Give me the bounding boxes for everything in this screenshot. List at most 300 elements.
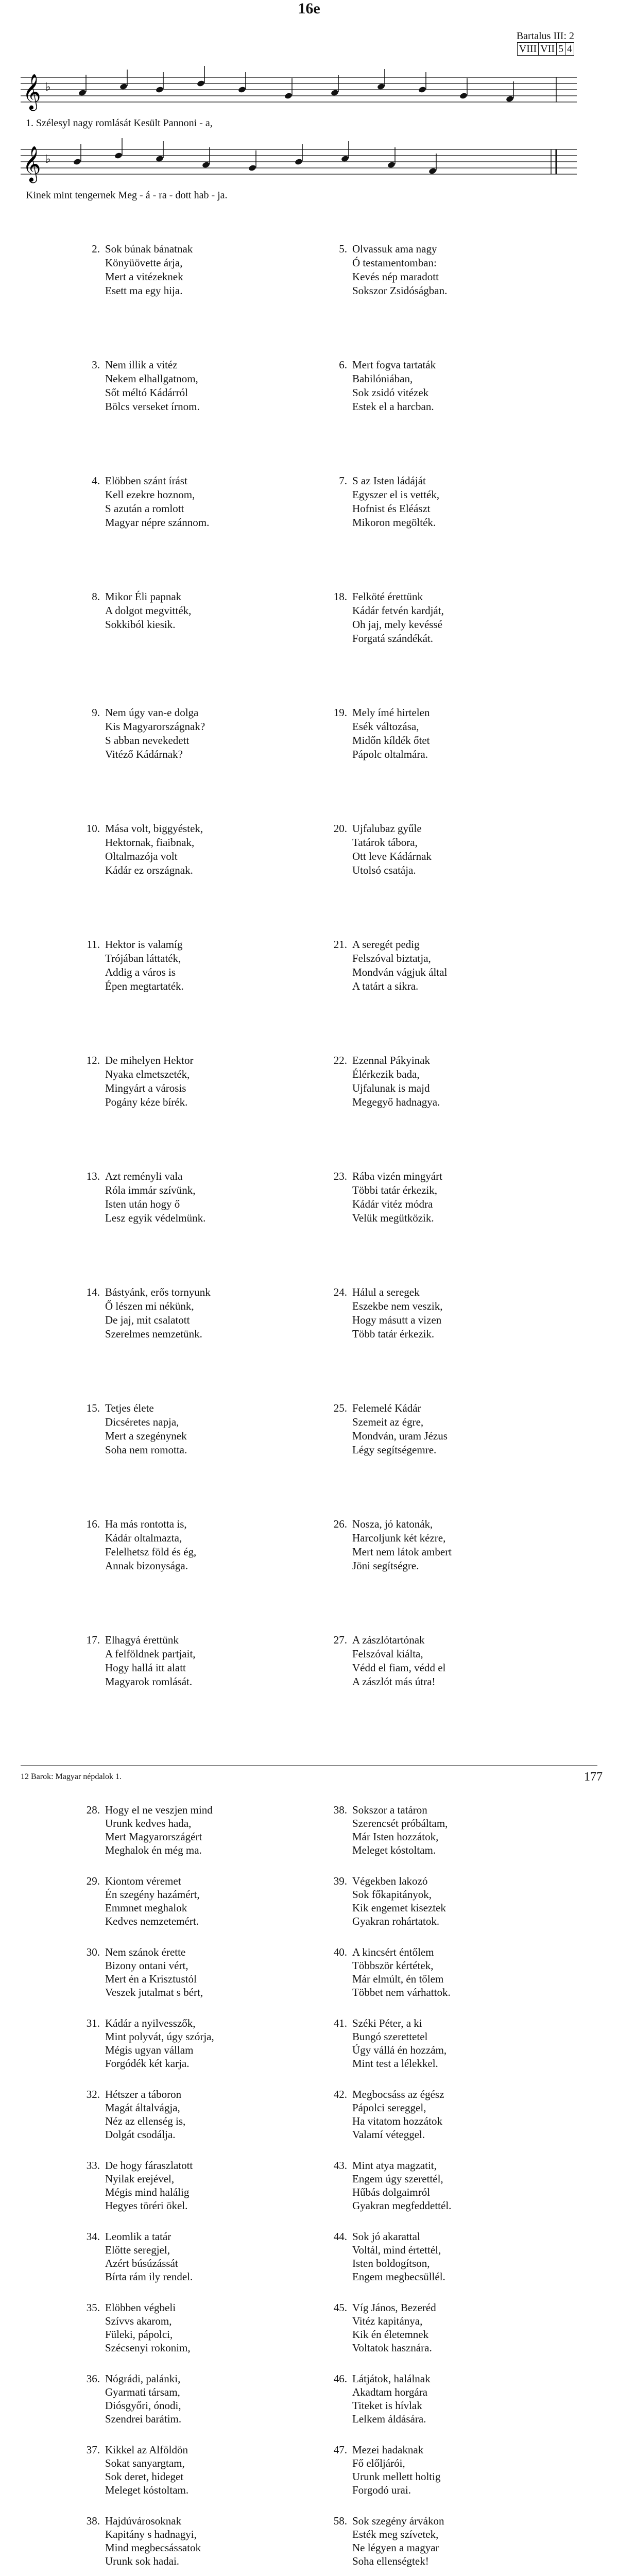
stanza-text: Nem szánok érette (105, 1946, 186, 1958)
stanza-number: 39. (333, 1875, 347, 1887)
stanza (82, 1285, 211, 1341)
stanza (82, 2159, 193, 2212)
stanza-number: 40. (333, 1946, 347, 1958)
stanza (82, 242, 193, 298)
stanza-line: Lesz egyik védelmünk. (105, 1212, 206, 1224)
stanza-text: Elhagyá érettünk (105, 1634, 179, 1646)
stanza (82, 2514, 201, 2568)
stanza-line: Szívvs akarom, (105, 2315, 172, 2327)
stanza (330, 1054, 440, 1109)
stanza (82, 706, 205, 761)
stanza-line: Előtte seregjel, (105, 2244, 170, 2256)
stanza-line: Mert nem látok ambert (352, 1546, 452, 1558)
stanza-text: A kincsért éntőlem (352, 1946, 434, 1958)
stanza-line: Légy segítségemre. (352, 1444, 437, 1456)
stanza-line: Nekem elhallgatnom, (105, 372, 198, 385)
stanza-number: 9. (92, 706, 100, 719)
stanza-number: 38. (333, 1804, 347, 1816)
stanza-line: Pápolci sereggel, (352, 2102, 426, 2114)
stanza-number: 33. (86, 2159, 100, 2172)
stanza-line: Meleget kóstoltam. (352, 1844, 436, 1856)
stanza-line: S abban nevekedett (105, 734, 190, 747)
stanza-text: Kádár a nyilvesszők, (105, 2017, 196, 2029)
stanza (82, 1054, 193, 1109)
flat-icon: ♭ (45, 81, 51, 94)
stanza-line: Néz az ellenség is, (105, 2115, 186, 2127)
stanza-line: Bírta rám ily rendel. (105, 2270, 193, 2283)
stanza (330, 1945, 451, 1999)
stanza-line: Ha vitatom hozzátok (352, 2115, 442, 2127)
stanza-line: Ne légyen a magyar (352, 2541, 439, 2554)
stanza (330, 2301, 436, 2354)
stanza-line: Szerencsét próbáltam, (352, 1817, 448, 1829)
stanza (82, 1803, 213, 1857)
stanza (82, 1517, 196, 1573)
stanza-line: Esék változása, (352, 720, 419, 733)
stanza-line: Bungó szerettetel (352, 2030, 428, 2043)
stanza (82, 358, 200, 414)
stanza-line: Magát általvágja, (105, 2102, 180, 2114)
stanza-number: 20. (333, 822, 347, 835)
stanza-line: Soha ellenségtek! (352, 2555, 429, 2567)
stanza-line: Kádár oltalmazta, (105, 1532, 182, 1544)
stanza-line: Könyüövette árja, (105, 257, 183, 269)
stanza (330, 1170, 442, 1225)
stanza-number: 37. (86, 2444, 100, 2456)
stanza (82, 590, 191, 632)
stanza-number: 36. (86, 2372, 100, 2385)
stanza-text: Látjátok, halálnak (352, 2372, 431, 2385)
stanza-line: Dicséretes napja, (105, 1416, 179, 1428)
stanza-line: Felszóval kiálta, (352, 1648, 423, 1660)
stanza-line (330, 706, 430, 720)
stanza-line (330, 2372, 431, 2385)
stanza-line: Urunk sok hadai. (105, 2555, 180, 2567)
ref-code: 5 (557, 43, 565, 55)
stanza-line: Isten után hogy ő (105, 1198, 180, 1210)
stanza-number: 3. (92, 359, 100, 371)
stanza (330, 2016, 447, 2070)
stanza-line: Urunk kedves hada, (105, 1817, 192, 1829)
stanza-text: Nem úgy van-e dolga (105, 706, 199, 719)
stanza (330, 2159, 451, 2212)
stanza-number: 25. (333, 1402, 347, 1414)
stanza-line: Gyarmati társam, (105, 2386, 180, 2398)
stanza-line: Hogy másutt a vizen (352, 1314, 442, 1326)
stanza (330, 2514, 444, 2568)
flat-icon: ♭ (45, 153, 51, 166)
stanza-text: Felköté érettünk (352, 590, 423, 603)
stanza-line: Sok főkapitányok, (352, 1888, 432, 1901)
stanza-line: Ő lészen mi nékünk, (105, 1300, 194, 1312)
stanza (330, 242, 447, 298)
stanza-line: Hűbás dolgaimról (352, 2186, 431, 2198)
stanza-line (330, 2159, 451, 2172)
stanza-text: Rába vizén mingyárt (352, 1170, 442, 1182)
stanza-line (82, 2443, 188, 2456)
staff-one (21, 66, 577, 111)
stanza-line: Azért búsúzássát (105, 2257, 178, 2269)
stanza-line: Bizony ontani vért, (105, 1959, 188, 1972)
stanza-line (82, 2301, 191, 2314)
stanza-text: Hálul a seregek (352, 1286, 420, 1298)
stanza-line: Esett ma egy hija. (105, 284, 183, 297)
stanza-line (82, 1054, 193, 1067)
stanza-line: Többi tatár érkezik, (352, 1184, 438, 1196)
stanza-line: Többet nem várhattok. (352, 1986, 451, 1998)
stanza-line (82, 1285, 211, 1299)
stanza-line: Gyakran megfeddettél. (352, 2199, 452, 2212)
stanza-line (330, 1285, 443, 1299)
stanza-line: Meghalok én még ma. (105, 1844, 202, 1856)
stanza-line: Harcoljunk két kézre, (352, 1532, 446, 1544)
stanza (330, 474, 439, 530)
stanza-line: Midőn kíldék őtet (352, 734, 430, 747)
stanza-text: Nem illik a vitéz (105, 359, 178, 371)
stanza (82, 2016, 214, 2070)
stanza-line: Több tatár érkezik. (352, 1328, 435, 1340)
stanza-line: Diósgyőri, ónodi, (105, 2399, 181, 2412)
stanza-text: Ha más rontotta is, (105, 1518, 187, 1530)
stanza-line: Pápolc oltalmára. (352, 748, 428, 760)
stanza-number: 14. (86, 1286, 100, 1298)
stanza-line (330, 242, 447, 256)
stanza-line (330, 2443, 440, 2456)
stanza-line: S azután a romlott (105, 502, 184, 515)
stanza-line: Jöni segítségre. (352, 1560, 419, 1572)
stanza-line: Ujfalunak is majd (352, 1082, 430, 1094)
stanza-line (330, 822, 432, 836)
treble-clef-icon: 𝄞 (23, 146, 41, 182)
stanza (330, 1517, 452, 1573)
stanza-number: 15. (86, 1402, 100, 1414)
stanza-line: Voltatok hasznára. (352, 2342, 432, 2354)
stanza-number: 17. (86, 1634, 100, 1646)
stanza-line: Épen megtartaték. (105, 980, 184, 992)
stanza-line: Sok deret, hideget (105, 2470, 184, 2483)
stanza-line: Szemeit az égre, (352, 1416, 424, 1428)
stanza-line (330, 474, 439, 488)
stanza-number: 44. (333, 2230, 347, 2243)
stanza-line (330, 2088, 444, 2101)
stanza-line: Titeket is hívlak (352, 2399, 422, 2412)
stanza-line (330, 1633, 445, 1647)
stanza-line: Oh jaj, mely kevéssé (352, 618, 442, 631)
stanza-line: Kik én életemnek (352, 2328, 429, 2341)
stanza-line (330, 1874, 446, 1888)
stanza-line: Dolgát csodálja. (105, 2128, 176, 2141)
stanza-line: Kádár vitéz módra (352, 1198, 433, 1210)
stanza (330, 358, 436, 414)
stanza-line (330, 2230, 445, 2243)
stanza-number: 28. (86, 1804, 100, 1816)
stanza (330, 2443, 440, 2497)
stanza-line: Mingyárt a városis (105, 1082, 186, 1094)
stanza-line: Akadtam horgára (352, 2386, 427, 2398)
notes-staff-one (78, 66, 556, 103)
stanza-text: Széki Péter, a ki (352, 2017, 422, 2029)
stanza (82, 938, 184, 993)
stanza (82, 1401, 187, 1457)
stanza (82, 1945, 203, 1999)
stanza-text: Tetjes élete (105, 1402, 154, 1414)
page-two (0, 1772, 618, 2576)
stanza-line (330, 2301, 436, 2314)
stanza-line: Isten boldogítson, (352, 2257, 430, 2269)
stanza-line: Engem úgy szerettél, (352, 2173, 443, 2185)
stanza-line: Vitéz kapitánya, (352, 2315, 423, 2327)
stanza (82, 2301, 191, 2354)
stanza-line (82, 1633, 196, 1647)
stanza-number: 58. (333, 2515, 347, 2527)
stanza (82, 2230, 193, 2283)
stanza-line: Esték meg szívetek, (352, 2528, 439, 2540)
stanza-line: Ott leve Kádárnak (352, 850, 432, 862)
stanza-number: 43. (333, 2159, 347, 2172)
stanza-line: Szécsenyi rokonim, (105, 2342, 191, 2354)
stanza-line: Fő előljárói, (352, 2457, 405, 2469)
stanza (330, 2088, 444, 2141)
stanza-text: Kikkel az Alföldön (105, 2444, 188, 2456)
stanza-line (82, 822, 203, 836)
stanza-line: Mégis mind halálig (105, 2186, 190, 2198)
stanza (330, 1874, 446, 1928)
source-reference (517, 30, 574, 56)
stanza-line: Úgy vállá én hozzám, (352, 2044, 447, 2056)
stanza-line: Magyar népre szánnom. (105, 516, 210, 529)
notes-staff-two (73, 138, 556, 175)
stanza-text: S az Isten ládáját (352, 474, 426, 487)
stanza-line: Sokkiból kiesik. (105, 618, 176, 631)
stanza-text: Olvassuk ama nagy (352, 243, 437, 255)
stanza-line: Mondván, uram Jézus (352, 1430, 448, 1442)
stanza-line: Mikoron megölték. (352, 516, 436, 529)
stanza-line: Nyaka elmetszeték, (105, 1068, 190, 1080)
stanza-line (82, 242, 193, 256)
stanza-line (330, 1054, 440, 1067)
stanza-number: 8. (92, 590, 100, 603)
stanza-line: Sokat sanyargtam, (105, 2457, 185, 2469)
stanza-number: 38. (86, 2515, 100, 2527)
stanza-line: Mert a vitézeknek (105, 270, 183, 283)
stanza-line: Mégis ugyan vállam (105, 2044, 194, 2056)
stanza-line: Mert a szegénynek (105, 1430, 187, 1442)
stanza-line: Már elmúlt, én tőlem (352, 1973, 444, 1985)
stanza-line: Vitéző Kádárnak? (105, 748, 183, 760)
stanza-line (82, 706, 205, 720)
stanza (330, 2230, 445, 2283)
stanza (82, 1170, 205, 1225)
stanza-line: Kik engemet kiseztek (352, 1902, 446, 1914)
stanza-number: 4. (92, 474, 100, 487)
stanza-text: Nógrádi, palánki, (105, 2372, 181, 2385)
stanza-line (330, 1945, 451, 1959)
stanza-number: 47. (333, 2444, 347, 2456)
stanza-text: Hajdúvárosoknak (105, 2515, 182, 2527)
stanza-text: Mely ímé hirtelen (352, 706, 430, 719)
stanza-line: Mondván vágjuk által (352, 966, 448, 978)
stanza-text: Leomlik a tatár (105, 2230, 171, 2243)
stanza-line: Védd el fiam, védd el (352, 1662, 446, 1674)
stanza-number: 30. (86, 1946, 100, 1958)
stanza-text: Sok jó akarattal (352, 2230, 420, 2243)
stanza-text: Ezennal Pákyinak (352, 1054, 431, 1066)
stanza-number: 21. (333, 938, 347, 951)
stanza-number: 2. (92, 243, 100, 255)
stanza-number: 26. (333, 1518, 347, 1530)
source-reference-top: Bartalus III: 2 (516, 30, 574, 42)
stanza-line (82, 2230, 193, 2243)
stanza-number: 19. (333, 706, 347, 719)
stanza-line (330, 1170, 442, 1183)
stanza-line: Kapitány s hadnagyi, (105, 2528, 197, 2540)
treble-clef-icon: 𝄞 (23, 74, 41, 110)
stanza-line: Én szegény hazámért, (105, 1888, 200, 1901)
stanza-line (82, 2016, 214, 2030)
stanza-line: Mert én a Krisztustól (105, 1973, 197, 1985)
page-number: 177 (584, 1770, 603, 1784)
stanza-line: Róla immár szívünk, (105, 1184, 196, 1196)
stanza-text: Sok szegény árvákon (352, 2515, 444, 2527)
stanza-text: Ujfalubaz gyűle (352, 822, 422, 835)
stanza-line: Urunk mellett holtig (352, 2470, 441, 2483)
stanza (330, 590, 444, 646)
stanza-line: Babilóniában, (352, 372, 413, 385)
stanza-line: Felelhetsz föld és ég, (105, 1546, 197, 1558)
stanza-line: Hogy hallá itt alatt (105, 1662, 186, 1674)
stanza-text: A zászlótartónak (352, 1634, 425, 1646)
stanza-line: Kádár fetvén kardját, (352, 604, 444, 617)
stanza-line (82, 358, 200, 372)
stanza-line: Engem megbecsüllél. (352, 2270, 445, 2283)
stanza-number: 29. (86, 1875, 100, 1887)
stanza-line: Emmnet meghalok (105, 1902, 187, 1914)
stanza-line: A zászlót más útra! (352, 1675, 436, 1688)
stanza-line: Voltál, mind értettél, (352, 2244, 441, 2256)
page-title: 16e (298, 0, 320, 17)
stanza-line (82, 938, 184, 952)
stanza-line: Gyakran rohártatok. (352, 1915, 440, 1927)
stanza-text: Mikor Éli papnak (105, 590, 182, 603)
stanza-line: Egyszer el is vették, (352, 488, 440, 501)
stanza-text: Mert fogva tartaták (352, 359, 436, 371)
stanza-number: 18. (333, 590, 347, 603)
stanza-line: Sok zsidó vitézek (352, 386, 429, 399)
stanza (82, 2372, 181, 2426)
stanza-number: 27. (333, 1634, 347, 1646)
music-notation (21, 62, 577, 232)
stanza-line: Felszóval biztatja, (352, 952, 431, 964)
stanza (82, 822, 203, 877)
stanza-line: Forgatá szándékát. (352, 632, 434, 645)
stanza-text: Kiontom véremet (105, 1875, 181, 1887)
stanza (330, 1633, 445, 1689)
stanza-line (82, 1874, 200, 1888)
stanza-number: 24. (333, 1286, 347, 1298)
stanza-line: Ó testamentomban: (352, 257, 437, 269)
stanza-number: 45. (333, 2301, 347, 2314)
running-header: 12 Barok: Magyar népdalok 1. (21, 1772, 122, 1781)
stanza (82, 2443, 188, 2497)
stanza-line: Pogány kéze bírék. (105, 1096, 188, 1108)
stanza-text: Mezei hadaknak (352, 2444, 424, 2456)
stanza-line: Mert Magyarországért (105, 1831, 202, 1843)
stanza-text: Végekben lakozó (352, 1875, 428, 1887)
stanza-line (82, 1945, 203, 1959)
stanza-text: Mása volt, biggyéstek, (105, 822, 203, 835)
stanza-line: Már Isten hozzátok, (352, 1831, 439, 1843)
stanza-line: Valamí véteggel. (352, 2128, 425, 2141)
stanza-line: Szendrei barátim. (105, 2413, 182, 2425)
stanza (82, 1633, 196, 1689)
stanza-text: Azt reményli vala (105, 1170, 183, 1182)
stanza-line (82, 2372, 181, 2385)
ref-code: VIII (518, 43, 539, 55)
stanza-line: Mind megbecsássatok (105, 2541, 201, 2554)
stanza-line: Hektornak, fiaibnak, (105, 836, 195, 849)
stanza-number: 7. (339, 474, 347, 487)
stanza-line: Kis Magyarországnak? (105, 720, 205, 733)
music-staff (21, 62, 577, 232)
stanza-number: 22. (333, 1054, 347, 1066)
staff-two (21, 138, 577, 183)
stanza-line: Hofnist és Eléászt (352, 502, 431, 515)
stanza-line: Megegyő hadnagya. (352, 1096, 440, 1108)
stanza-line: Többször kértétek, (352, 1959, 434, 1972)
stanza-line (330, 358, 436, 372)
stanza-line (82, 1170, 205, 1183)
stanza-line (330, 1517, 452, 1531)
stanza-line: Nyilak erejével, (105, 2173, 175, 2185)
stanza-line (330, 2514, 444, 2528)
stanza-number: 6. (339, 359, 347, 371)
stanza-text: De mihelyen Hektor (105, 1054, 194, 1066)
stanza-line: Élérkezik bada, (352, 1068, 420, 1080)
stanza-line: Mint polyvát, úgy szórja, (105, 2030, 214, 2043)
stanza-number: 16. (86, 1518, 100, 1530)
stanza (330, 1803, 448, 1857)
stanza-text: A seregét pedig (352, 938, 420, 951)
stanza-line (330, 590, 444, 604)
stanza-line: Forgódék két karja. (105, 2057, 190, 2070)
stanza-line (82, 2159, 193, 2172)
stanza-number: 13. (86, 1170, 100, 1182)
stanza-line: Kádár ez országnak. (105, 864, 193, 876)
stanza (82, 2088, 185, 2141)
stanza-text: Sok búnak bánatnak (105, 243, 193, 255)
stanza (330, 706, 430, 761)
stanza-line (330, 2016, 447, 2030)
lyric-line-one: 1. Szélesyl nagy romlását Kesült Pannoni - a, (26, 117, 213, 129)
lyric-line-two: Kinek mint tengernek Meg - á - ra - dott hab - ja. (26, 190, 228, 201)
stanza-line: Sokszor Zsidóságban. (352, 284, 448, 297)
stanza-line: Sőt méltó Kádárról (105, 386, 188, 399)
stanza-text: Nosza, jó katonák, (352, 1518, 433, 1530)
page-divider (21, 1765, 597, 1766)
stanza-line (82, 1517, 196, 1531)
stanza-line: Kevés nép maradott (352, 270, 439, 283)
stanza-text: Víg János, Bezeréd (352, 2301, 436, 2314)
stanza-number: 11. (87, 938, 100, 951)
stanza-line: Magyarok romlását. (105, 1675, 193, 1688)
stanza-line: Kedves nemzetemért. (105, 1915, 199, 1927)
stanza-number: 10. (86, 822, 100, 835)
stanza-line (330, 1401, 448, 1415)
stanza-line: Tatárok tábora, (352, 836, 418, 849)
stanza-line: A dolgot megvitték, (105, 604, 192, 617)
stanza-line: Estek el a harcban. (352, 400, 434, 413)
stanza-line (82, 590, 191, 604)
